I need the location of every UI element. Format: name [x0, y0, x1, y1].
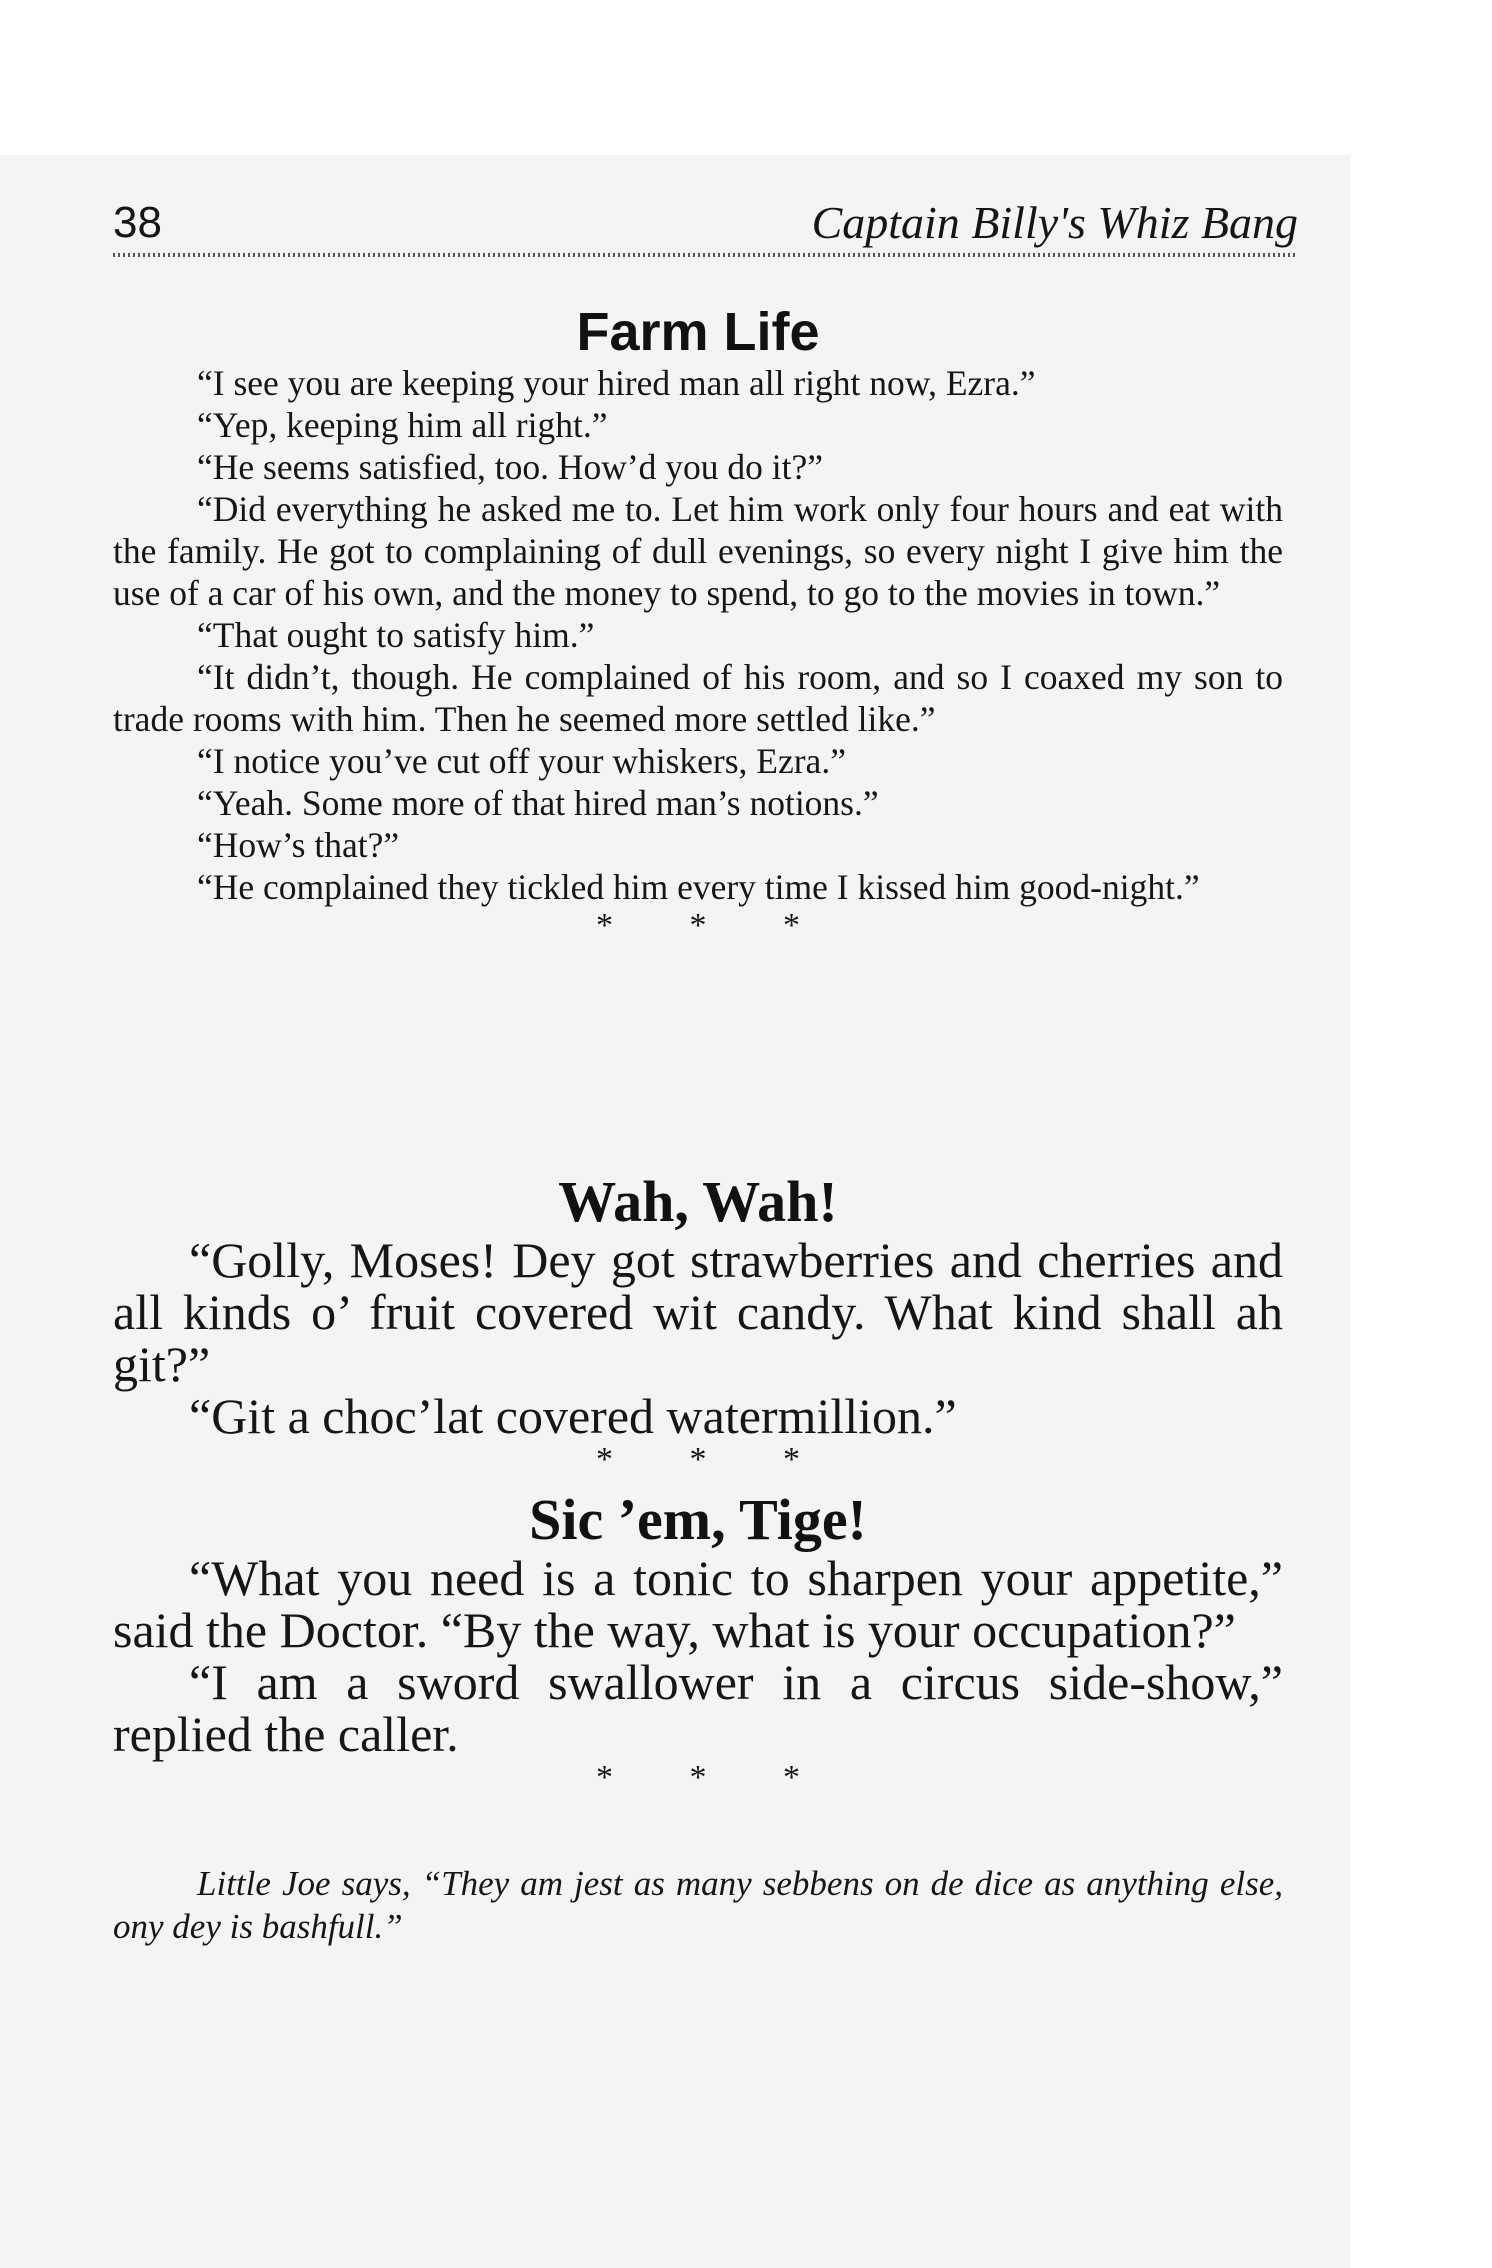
section-separator: * * *: [596, 1759, 834, 1796]
story-sic-em: [113, 1488, 1283, 1796]
paragraph: “What you need is a tonic to sharpen your appetite,” said the Doctor. “By the way, what is your occupation?”: [113, 1550, 1283, 1658]
paragraph: “I am a sword swallower in a circus side-show,” replied the caller.: [113, 1654, 1283, 1762]
paragraph: “Git a choc’lat covered watermillion.”: [189, 1388, 957, 1444]
section-separator: * * *: [596, 907, 834, 944]
header-rule: [113, 253, 1298, 257]
page-number: 38: [113, 198, 162, 247]
paragraph: “It didn’t, though. He complained of his room, and so I coaxed my son to trade rooms with him. Then he seemed more settled like.”: [113, 657, 1283, 739]
paragraph: “I notice you’ve cut off your whiskers, Ezra.”: [197, 741, 846, 781]
story-farm-life: [113, 302, 1283, 944]
paragraph: “That ought to satisfy him.”: [197, 615, 595, 655]
paragraph: “Golly, Moses! Dey got strawberries and cherries and all kinds o’ fruit covered wit candy. What kind shall ah git?”: [113, 1232, 1283, 1392]
story-title: Sic ’em, Tige!: [529, 1487, 867, 1552]
paragraph: “Yeah. Some more of that hired man’s notions.”: [197, 783, 879, 823]
footnote-joke: Little Joe says, “They am jest as many sebbens on de dice as anything else, ony dey is bashfull.”: [113, 1864, 1283, 1946]
paragraph: “He seems satisfied, too. How’d you do it?”: [197, 447, 824, 487]
story-title: Farm Life: [576, 302, 820, 362]
paragraph: “How’s that?”: [197, 825, 400, 865]
paragraph: “Yep, keeping him all right.”: [197, 405, 608, 445]
section-separator: * * *: [596, 1441, 834, 1478]
running-title: Captain Billy's Whiz Bang: [811, 197, 1298, 248]
paragraph: “I see you are keeping your hired man all right now, Ezra.”: [197, 363, 1036, 403]
story-wah-wah: [113, 1170, 1283, 1478]
paragraph: “He complained they tickled him every time I kissed him good-night.”: [197, 867, 1200, 907]
page-header: [113, 195, 1298, 255]
paragraph: “Did everything he asked me to. Let him work only four hours and eat with the family. He got to complaining of dull evenings, so every night I give him the use of a car of his own, and the money to spend, to go to the movies in town.”: [113, 489, 1283, 613]
story-title: Wah, Wah!: [558, 1169, 838, 1234]
